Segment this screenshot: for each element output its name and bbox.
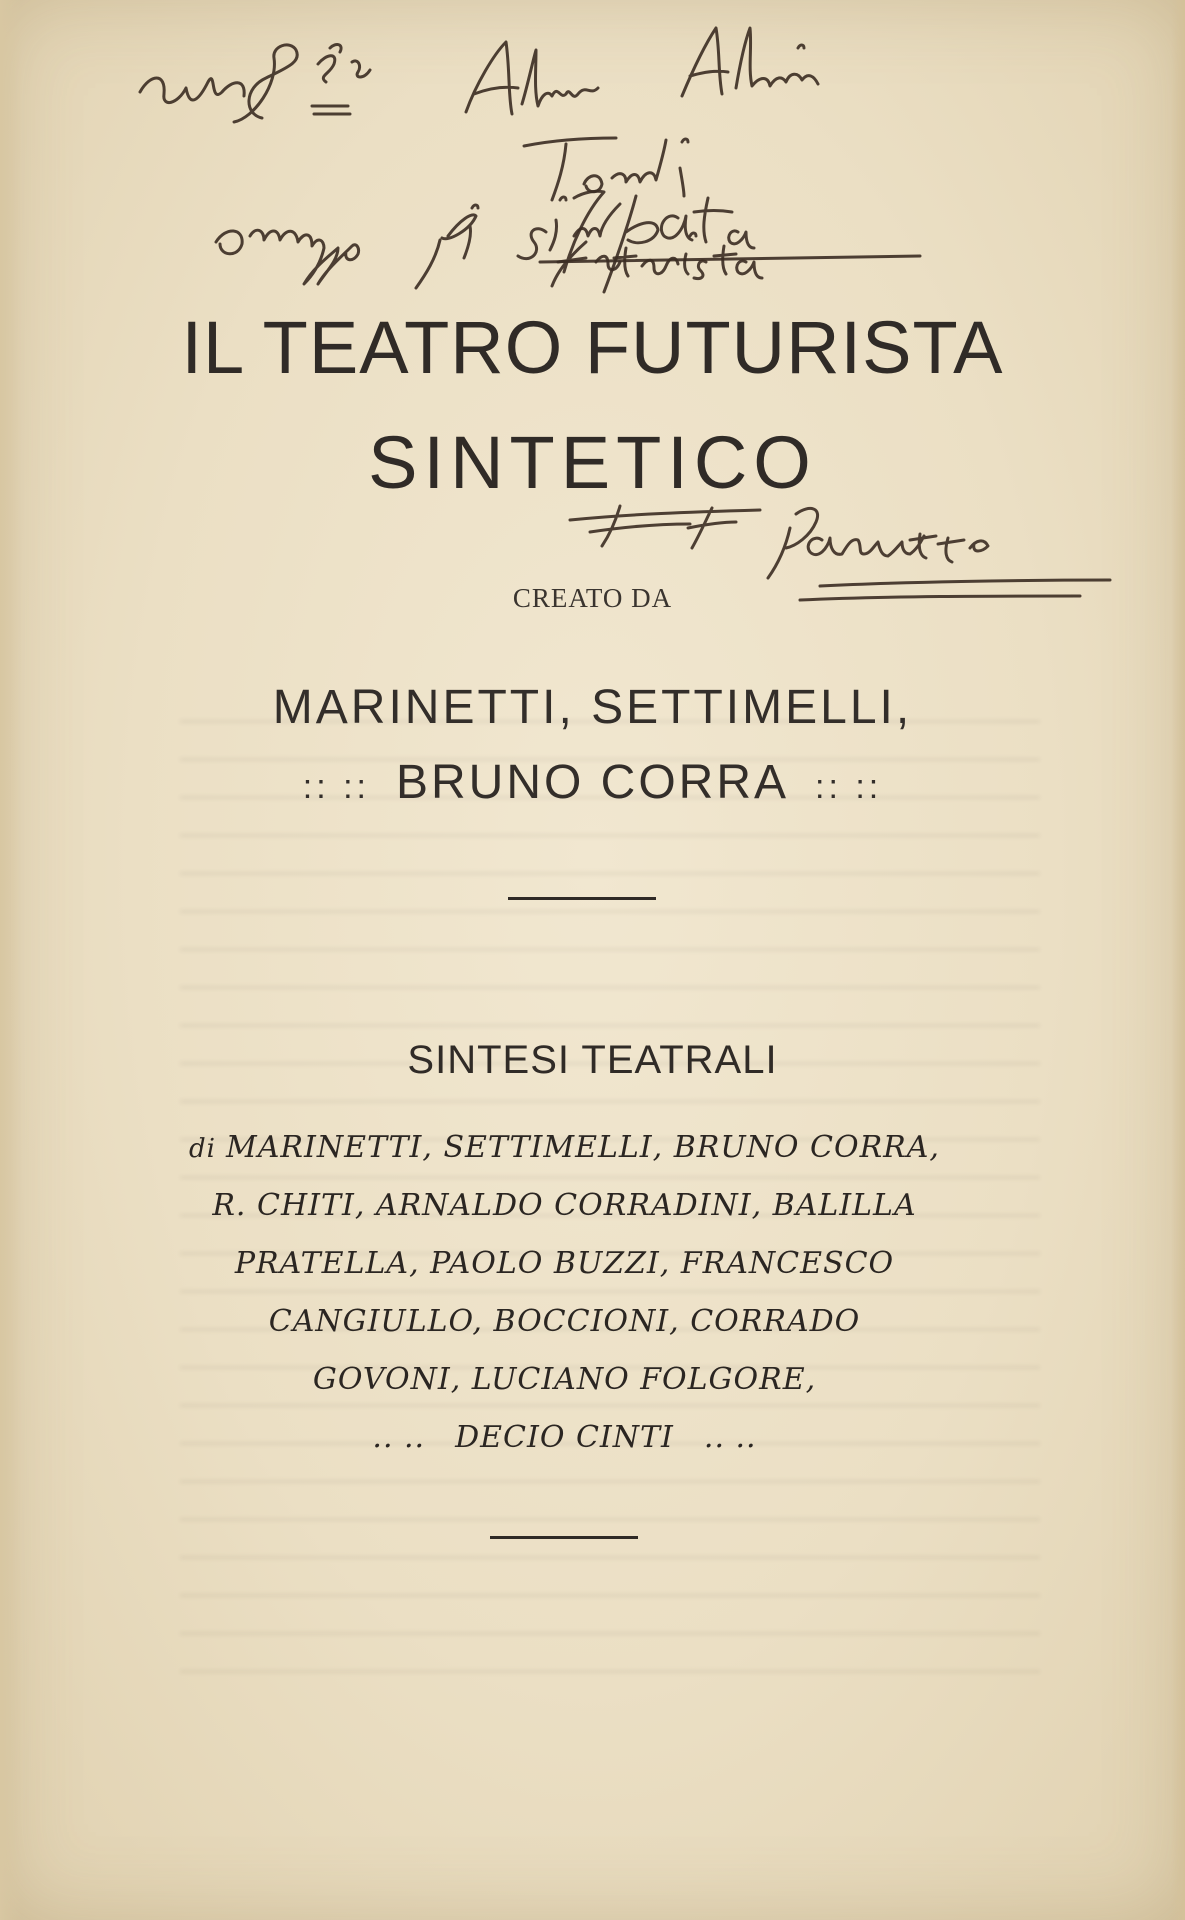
credits-prefix: di [189, 1134, 216, 1164]
dots-left: .. .. [372, 1420, 426, 1455]
title-line-1: IL TEATRO FUTURISTA [181, 306, 1004, 389]
credits-line-1-text: MARINETTI, SETTIMELLI, BRUNO CORRA, [226, 1130, 940, 1165]
credits-line-6 [0, 1420, 1157, 1455]
credits-line-1 [0, 1130, 1157, 1165]
credits-line-2: R. CHITI, ARNALDO CORRADINI, BALILLA [212, 1188, 917, 1223]
divider-rule-bottom [490, 1536, 638, 1539]
authors-line-2 [0, 755, 1185, 810]
ornament-left: :: :: [302, 768, 370, 806]
credits-line-4: CANGIULLO, BOCCIONI, CORRADO [268, 1304, 861, 1339]
created-by-label: CREATO DA [512, 583, 673, 613]
title-line-2: SINTETICO [368, 421, 817, 504]
credits-line-6-text: DECIO CINTI [455, 1420, 674, 1455]
credits-line-3: PRATELLA, PAOLO BUZZI, FRANCESCO [234, 1246, 895, 1281]
dots-right: .. .. [703, 1420, 757, 1455]
authors-line-2-text: BRUNO CORRA [395, 756, 790, 809]
subtitle: SINTESI TEATRALI [407, 1038, 778, 1082]
divider-rule-top [508, 897, 656, 900]
credits-line-5: GOVONI, LUCIANO FOLGORE, [312, 1362, 817, 1397]
ornament-right: :: :: [815, 768, 883, 806]
authors-line-1: MARINETTI, SETTIMELLI, [272, 681, 913, 734]
